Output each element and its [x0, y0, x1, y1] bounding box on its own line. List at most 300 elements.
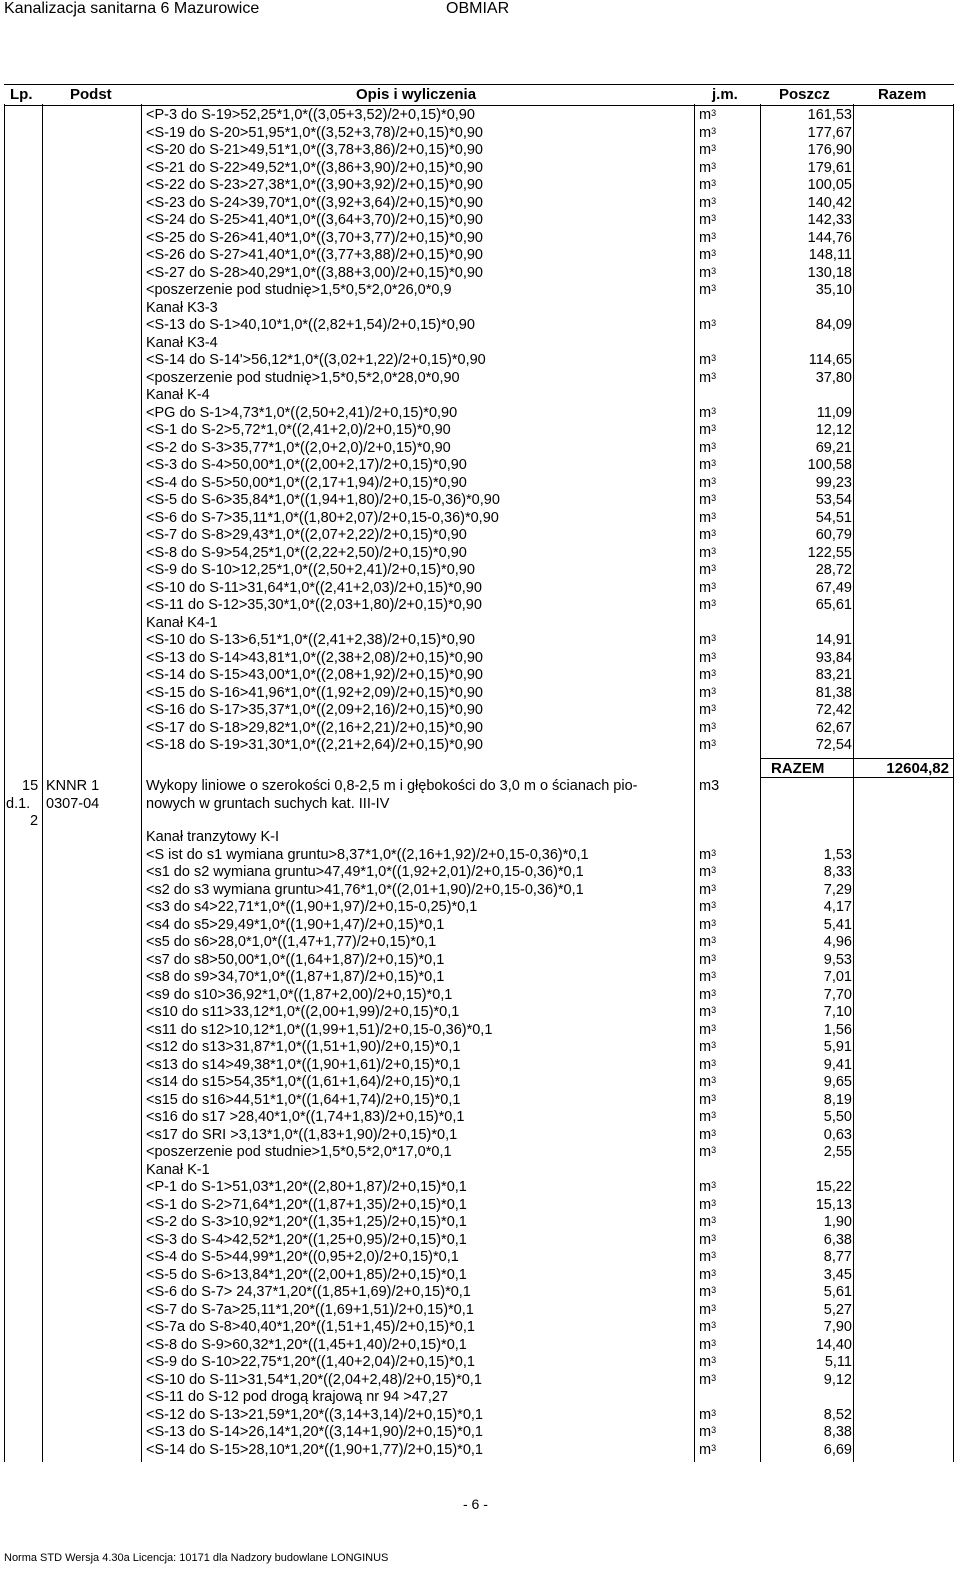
row-unit: $m^3$: [699, 1021, 717, 1038]
col-opis: Opis i wyliczenia: [356, 86, 477, 103]
row-description: <S-7 do S-7a>25,11*1,20*((1,69+1,51)/2+0,15)*0,1: [146, 1301, 474, 1318]
row-value: 11,09: [816, 404, 852, 421]
table-row: [0, 422, 960, 440]
table-row: [0, 987, 960, 1005]
table-row: [0, 1249, 960, 1267]
table-row: [0, 160, 960, 178]
row-description: <S-10 do S-11>31,64*1,0*((2,41+2,03)/2+0,15)*0,90: [146, 579, 482, 596]
row-value: 15,13: [815, 1196, 852, 1213]
position-number-index: 2: [30, 813, 39, 829]
table-row: [0, 720, 960, 738]
row-value: 100,58: [807, 457, 852, 473]
table-row: [0, 1354, 960, 1372]
table-row: [0, 917, 960, 935]
row-description: <S-23 do S-24>39,70*1,0*((3,92+3,64)/2+0,15)*0,90: [146, 194, 483, 211]
row-description: <S-25 do S-26>41,40*1,0*((3,70+3,77)/2+0,15)*0,90: [146, 229, 483, 246]
table-row: [0, 440, 960, 458]
row-unit: $m^3$: [699, 649, 717, 666]
row-value: 100,05: [807, 177, 852, 193]
row-description: <s17 do SRI >3,13*1,0*((1,83+1,90)/2+0,15)*0,1: [146, 1126, 458, 1143]
row-unit: $m^3$: [699, 159, 717, 176]
row-value: 5,50: [823, 1109, 852, 1125]
table-row: [0, 195, 960, 213]
row-value: 6,69: [823, 1441, 852, 1458]
table-row: [0, 1302, 960, 1320]
row-description: <s1 do s2 wymiana gruntu>47,49*1,0*((1,92+2,01)/2+0,15-0,36)*0,1: [146, 864, 584, 880]
table-row: [0, 1004, 960, 1022]
row-description: <S-15 do S-16>41,96*1,0*((1,92+2,09)/2+0,15)*0,90: [146, 684, 483, 701]
table-row: [0, 300, 960, 318]
row-value: 177,67: [807, 124, 852, 141]
table-row: [0, 702, 960, 720]
row-value: 69,21: [815, 439, 852, 456]
table-row: [0, 335, 960, 353]
row-unit: $m^3$: [699, 667, 717, 683]
row-description: <S-5 do S-6>35,84*1,0*((1,94+1,80)/2+0,15-0,36)*0,90: [146, 492, 500, 508]
table-row: [0, 969, 960, 987]
row-unit: $m^3$: [699, 404, 717, 421]
table-row: [0, 352, 960, 370]
row-unit: $m^3$: [699, 1214, 717, 1230]
table-row: [0, 475, 960, 493]
row-description: <S-12 do S-13>21,59*1,20*((3,14+3,14)/2+0,15)*0,1: [146, 1406, 483, 1423]
row-unit: $m^3$: [699, 737, 717, 753]
row-description: <S-8 do S-9>60,32*1,20*((1,45+1,40)/2+0,15)*0,1: [146, 1336, 467, 1353]
row-unit: $m^3$: [699, 969, 717, 985]
row-value: 122,55: [807, 544, 852, 561]
table-row: [0, 1039, 960, 1057]
table-row: [0, 1197, 960, 1215]
row-description: <S-19 do S-20>51,95*1,0*((3,52+3,78)/2+0,15)*0,90: [146, 124, 483, 141]
row-description: <poszerzenie pod studnię>1,5*0,5*2,0*28,0*0,90: [146, 369, 460, 386]
row-unit: $m^3$: [699, 562, 717, 578]
table-row: [0, 1442, 960, 1460]
row-value: 9,41: [823, 1056, 852, 1073]
row-unit: $m^3$: [699, 124, 717, 141]
row-unit: $m^3$: [699, 951, 717, 968]
table-row: [0, 545, 960, 563]
row-value: 53,54: [815, 492, 852, 508]
row-value: 67,49: [815, 579, 852, 596]
row-description: <S-2 do S-3>10,92*1,20*((1,35+1,25)/2+0,15)*0,1: [146, 1214, 467, 1230]
table-row: [0, 1179, 960, 1197]
row-unit: $m^3$: [699, 934, 717, 950]
row-description: <S-3 do S-4>50,00*1,0*((2,00+2,17)/2+0,15)*0,90: [146, 457, 467, 473]
row-value: 8,38: [823, 1424, 852, 1440]
table-row: [0, 882, 960, 900]
row-description: Kanał K-1: [146, 1161, 210, 1178]
row-value: 144,76: [807, 229, 852, 246]
row-value: 28,72: [815, 562, 852, 578]
table-row: [0, 1144, 960, 1162]
table-row: [0, 934, 960, 952]
row-description: <S-6 do S-7> 24,37*1,20*((1,85+1,69)/2+0,15)*0,1: [146, 1284, 471, 1300]
table-row: [0, 1389, 960, 1407]
column-header: [4, 84, 954, 106]
row-description: <S-13 do S-14>43,81*1,0*((2,38+2,08)/2+0,15)*0,90: [146, 649, 483, 666]
table-row: [0, 864, 960, 882]
table-row: [0, 387, 960, 405]
row-value: 7,29: [823, 881, 852, 898]
row-description: <s9 do s10>36,92*1,0*((1,87+2,00)/2+0,15)*0,1: [146, 986, 453, 1003]
row-unit: $m^3$: [699, 352, 717, 368]
row-unit: $m^3$: [699, 899, 717, 915]
row-description: <s8 do s9>34,70*1,0*((1,87+1,87)/2+0,15)*0,1: [146, 969, 445, 985]
row-description: <S-7 do S-8>29,43*1,0*((2,07+2,22)/2+0,15)*0,90: [146, 527, 467, 543]
table-row: [0, 562, 960, 580]
row-description: Kanał K4-1: [146, 614, 218, 631]
col-podst: Podst: [70, 86, 112, 103]
row-unit: $m^3$: [699, 1301, 717, 1318]
row-description: <S-18 do S-19>31,30*1,0*((2,21+2,64)/2+0,15)*0,90: [146, 737, 483, 753]
row-description: <S-8 do S-9>54,25*1,0*((2,22+2,50)/2+0,15)*0,90: [146, 544, 467, 561]
row-unit: $m^3$: [699, 457, 717, 473]
table-row: [0, 1319, 960, 1337]
row-description: <s15 do s16>44,51*1,0*((1,64+1,74)/2+0,15)*0,1: [146, 1091, 461, 1108]
page-number: - 6 -: [463, 1496, 488, 1512]
row-value: 8,52: [823, 1406, 852, 1423]
row-value: 62,67: [815, 719, 852, 736]
row-unit: $m^3$: [699, 916, 717, 933]
row-value: 8,33: [823, 864, 852, 880]
row-unit: $m^3$: [699, 229, 717, 246]
table-row: [0, 899, 960, 917]
row-description: <s11 do s12>10,12*1,0*((1,99+1,51)/2+0,15-0,36)*0,1: [146, 1021, 493, 1038]
row-unit: $m^3$: [699, 1109, 717, 1125]
row-unit: $m^3$: [699, 474, 717, 491]
row-value: 99,23: [815, 474, 852, 491]
row-description: <S-24 do S-25>41,40*1,0*((3,64+3,70)/2+0,15)*0,90: [146, 212, 483, 228]
row-unit: $m^3$: [699, 597, 717, 613]
row-unit: $m^3$: [699, 439, 717, 456]
table-row: [0, 1424, 960, 1442]
table-row: [0, 847, 960, 865]
row-description: <S-13 do S-14>26,14*1,20*((3,14+1,90)/2+0,15)*0,1: [146, 1424, 483, 1440]
table-row: [0, 457, 960, 475]
row-description: Kanał K-4: [146, 387, 210, 403]
position-unit: m3: [699, 778, 720, 794]
row-unit: $m^3$: [699, 1319, 717, 1335]
row-unit: $m^3$: [699, 632, 717, 648]
row-value: 37,80: [815, 369, 852, 386]
row-value: 114,65: [808, 352, 852, 368]
row-value: 81,38: [815, 684, 852, 701]
row-value: 2,55: [823, 1144, 852, 1160]
row-value: 3,45: [823, 1266, 852, 1283]
row-value: 7,10: [823, 1004, 852, 1020]
col-poszcz: Poszcz: [779, 86, 830, 103]
row-description: <s3 do s4>22,71*1,0*((1,90+1,97)/2+0,15-0,25)*0,1: [146, 899, 478, 915]
license-footer: Norma STD Wersja 4.30a Licencja: 10171 dla Nadzory budowlane LONGINUS: [4, 1552, 389, 1564]
row-unit: $m^3$: [699, 1336, 717, 1353]
row-description: <S-4 do S-5>44,99*1,20*((0,95+2,0)/2+0,15)*0,1: [146, 1249, 459, 1265]
row-unit: $m^3$: [699, 684, 717, 701]
col-razem: Razem: [878, 86, 927, 103]
row-value: 140,42: [807, 194, 852, 211]
row-unit: $m^3$: [699, 1091, 717, 1108]
col-lp: Lp.: [10, 86, 33, 103]
table-row: [0, 1372, 960, 1390]
row-unit: $m^3$: [699, 142, 717, 158]
row-unit: $m^3$: [699, 212, 717, 228]
row-description: <S-13 do S-1>40,10*1,0*((2,82+1,54)/2+0,15)*0,90: [146, 317, 475, 333]
row-unit: $m^3$: [699, 527, 717, 543]
row-unit: $m^3$: [699, 544, 717, 561]
table-row: [0, 1092, 960, 1110]
table-row: [0, 282, 960, 300]
table-row: [0, 667, 960, 685]
row-description: <S-5 do S-6>13,84*1,20*((2,00+1,85)/2+0,15)*0,1: [146, 1266, 467, 1283]
row-unit: $m^3$: [699, 1231, 717, 1248]
table-row: [0, 615, 960, 633]
table-row: [0, 230, 960, 248]
row-value: 1,90: [823, 1214, 852, 1230]
table-row: [0, 1232, 960, 1250]
row-description: <s13 do s14>49,38*1,0*((1,90+1,61)/2+0,15)*0,1: [146, 1056, 461, 1073]
row-description: <P-1 do S-1>51,03*1,20*((2,80+1,87)/2+0,15)*0,1: [146, 1179, 467, 1195]
row-value: 7,90: [823, 1319, 852, 1335]
table-row: [0, 212, 960, 230]
table-row: [0, 1127, 960, 1145]
table-row: [0, 142, 960, 160]
row-description: <S-2 do S-3>35,77*1,0*((2,0+2,0)/2+0,15)*0,90: [146, 439, 451, 456]
row-description: <S-16 do S-17>35,37*1,0*((2,09+2,16)/2+0,15)*0,90: [146, 702, 483, 718]
row-description: <S-27 do S-28>40,29*1,0*((3,88+3,00)/2+0,15)*0,90: [146, 264, 483, 281]
row-unit: $m^3$: [699, 1056, 717, 1073]
row-value: 6,38: [823, 1231, 852, 1248]
row-unit: $m^3$: [699, 282, 717, 298]
row-description: <S-7a do S-8>40,40*1,20*((1,51+1,45)/2+0,15)*0,1: [146, 1319, 475, 1335]
row-value: 5,61: [823, 1284, 852, 1300]
row-value: 14,91: [815, 632, 852, 648]
row-description: <S-22 do S-23>27,38*1,0*((3,90+3,92)/2+0,15)*0,90: [146, 177, 483, 193]
row-value: 4,96: [823, 934, 852, 950]
razem-value: 12604,82: [886, 760, 949, 777]
row-description: <S-1 do S-2>71,64*1,20*((1,87+1,35)/2+0,15)*0,1: [146, 1196, 467, 1213]
row-unit: $m^3$: [699, 702, 717, 718]
row-description: <s12 do s13>31,87*1,0*((1,51+1,90)/2+0,15)*0,1: [146, 1039, 461, 1055]
row-value: 8,19: [823, 1091, 852, 1108]
basis-code: 0307-04: [46, 795, 100, 812]
row-unit: $m^3$: [699, 881, 717, 898]
row-unit: $m^3$: [699, 177, 717, 193]
table-row: [0, 370, 960, 388]
row-description: <S-10 do S-11>31,54*1,20*((2,04+2,48)/2+0,15)*0,1: [146, 1371, 482, 1388]
row-description: <P-3 do S-19>52,25*1,0*((3,05+3,52)/2+0,15)*0,90: [146, 107, 475, 123]
row-value: 72,42: [815, 702, 852, 718]
row-unit: $m^3$: [699, 422, 717, 438]
row-description: Kanał K3-4: [146, 334, 218, 351]
table-row: [0, 1407, 960, 1425]
table-row: [0, 650, 960, 668]
table-row: [0, 632, 960, 650]
row-unit: $m^3$: [699, 1004, 717, 1020]
table-row: [0, 1267, 960, 1285]
row-value: 148,11: [808, 247, 852, 263]
row-value: 5,27: [823, 1301, 852, 1318]
row-value: 72,54: [815, 737, 852, 753]
row-value: 1,53: [823, 846, 852, 863]
row-unit: $m^3$: [699, 719, 717, 736]
row-description: <poszerzenie pod studnie>1,5*0,5*2,0*17,0*0,1: [146, 1144, 452, 1160]
row-description: <s10 do s11>33,12*1,0*((2,00+1,99)/2+0,15)*0,1: [146, 1004, 460, 1020]
row-unit: $m^3$: [699, 1354, 717, 1370]
table-row: [0, 317, 960, 335]
table-row: [0, 510, 960, 528]
row-description: <s5 do s6>28,0*1,0*((1,47+1,77)/2+0,15)*0,1: [146, 934, 437, 950]
row-description: Kanał tranzytowy K-I: [146, 829, 279, 845]
row-unit: $m^3$: [699, 1126, 717, 1143]
row-value: 9,12: [823, 1371, 852, 1388]
row-description: <s2 do s3 wymiana gruntu>41,76*1,0*((2,01+1,90)/2+0,15-0,36)*0,1: [146, 881, 584, 898]
row-value: 142,33: [807, 212, 852, 228]
document-header: [0, 0, 960, 20]
table-row: [0, 492, 960, 510]
table-row: [0, 685, 960, 703]
row-unit: $m^3$: [699, 1074, 717, 1090]
row-value: 35,10: [815, 282, 852, 298]
row-unit: $m^3$: [699, 579, 717, 596]
row-unit: $m^3$: [699, 1371, 717, 1388]
position-description: Wykopy liniowe o szerokości 0,8-2,5 m i głębokości do 3,0 m o ścianach pio-: [146, 778, 638, 794]
row-unit: $m^3$: [699, 1179, 717, 1195]
row-value: 93,84: [815, 649, 852, 666]
table-row: [0, 1022, 960, 1040]
row-description: <S-11 do S-12 pod drogą krajową nr 94 >47,27: [146, 1389, 449, 1405]
table-row: [0, 737, 960, 755]
row-value: 5,41: [823, 916, 852, 933]
row-unit: $m^3$: [699, 864, 717, 880]
row-description: <s14 do s15>54,35*1,0*((1,61+1,64)/2+0,15)*0,1: [146, 1074, 461, 1090]
row-value: 1,56: [823, 1021, 852, 1038]
row-description: <S-9 do S-10>12,25*1,0*((2,50+2,41)/2+0,15)*0,90: [146, 562, 475, 578]
row-description: <S-17 do S-18>29,82*1,0*((2,16+2,21)/2+0,15)*0,90: [146, 719, 483, 736]
row-value: 15,22: [815, 1179, 852, 1195]
row-unit: $m^3$: [699, 1284, 717, 1300]
row-value: 83,21: [815, 667, 852, 683]
table-row: [0, 1057, 960, 1075]
row-value: 9,53: [823, 951, 852, 968]
table-row: [0, 580, 960, 598]
row-value: 5,91: [823, 1039, 852, 1055]
table-row: [0, 597, 960, 615]
row-value: 5,11: [824, 1354, 852, 1370]
table-row: [0, 125, 960, 143]
table-row: [0, 1162, 960, 1180]
row-description: <S-9 do S-10>22,75*1,20*((1,40+2,04)/2+0,15)*0,1: [146, 1354, 475, 1370]
table-row: [0, 952, 960, 970]
row-description: <s4 do s5>29,49*1,0*((1,90+1,47)/2+0,15)*0,1: [146, 916, 445, 933]
position-description-cont: nowych w gruntach suchych kat. III-IV: [146, 795, 390, 812]
row-description: <PG do S-1>4,73*1,0*((2,50+2,41)/2+0,15)*0,90: [146, 404, 458, 421]
position-number: 15: [22, 778, 39, 794]
row-description: <S ist do s1 wymiana gruntu>8,37*1,0*((2,16+1,92)/2+0,15-0,36)*0,1: [146, 846, 589, 863]
row-value: 84,09: [815, 317, 852, 333]
row-description: <S-14 do S-15>43,00*1,0*((2,08+1,92)/2+0,15)*0,90: [146, 667, 483, 683]
row-description: <S-14 do S-15>28,10*1,20*((1,90+1,77)/2+0,15)*0,1: [146, 1441, 483, 1458]
row-value: 60,79: [815, 527, 852, 543]
row-description: <S-10 do S-13>6,51*1,0*((2,41+2,38)/2+0,15)*0,90: [146, 632, 475, 648]
row-unit: $m^3$: [699, 492, 717, 508]
razem-summary: [760, 758, 954, 778]
row-description: <S-26 do S-27>41,40*1,0*((3,77+3,88)/2+0,15)*0,90: [146, 247, 483, 263]
row-value: 54,51: [815, 509, 852, 526]
row-unit: $m^3$: [699, 1144, 717, 1160]
row-value: 12,12: [815, 422, 852, 438]
row-description: <S-4 do S-5>50,00*1,0*((2,17+1,94)/2+0,15)*0,90: [146, 474, 467, 491]
row-value: 7,70: [823, 986, 852, 1003]
row-unit: $m^3$: [699, 1266, 717, 1283]
row-unit: $m^3$: [699, 264, 717, 281]
row-value: 4,17: [823, 899, 852, 915]
project-title: Kanalizacja sanitarna 6 Mazurowice: [4, 0, 260, 17]
position-number-suffix: d.1.: [6, 795, 31, 812]
row-unit: $m^3$: [699, 1249, 717, 1265]
row-description: <S-1 do S-2>5,72*1,0*((2,41+2,0)/2+0,15)*0,90: [146, 422, 451, 438]
row-description: <S-21 do S-22>49,52*1,0*((3,86+3,90)/2+0,15)*0,90: [146, 159, 483, 176]
row-unit: $m^3$: [699, 1424, 717, 1440]
row-value: 176,90: [807, 142, 852, 158]
row-unit: $m^3$: [699, 1196, 717, 1213]
row-value: 130,18: [807, 264, 852, 281]
row-value: 179,61: [807, 159, 852, 176]
table-row: [0, 1214, 960, 1232]
row-description: <S-3 do S-4>42,52*1,20*((1,25+0,95)/2+0,15)*0,1: [146, 1231, 467, 1248]
col-jm: j.m.: [712, 86, 738, 103]
row-value: 161,53: [807, 107, 852, 123]
row-description: <s16 do s17 >28,40*1,0*((1,74+1,83)/2+0,15)*0,1: [146, 1109, 465, 1125]
table-row: [0, 405, 960, 423]
table-row: [0, 1337, 960, 1355]
row-unit: $m^3$: [699, 1039, 717, 1055]
row-description: <S-6 do S-7>35,11*1,0*((1,80+2,07)/2+0,15-0,36)*0,90: [146, 509, 499, 526]
row-description: <S-14 do S-14'>56,12*1,0*((3,02+1,22)/2+0,15)*0,90: [146, 352, 486, 368]
row-value: 14,40: [815, 1336, 852, 1353]
row-description: Kanał K3-3: [146, 299, 218, 316]
table-row: [0, 265, 960, 283]
row-description: <S-20 do S-21>49,51*1,0*((3,78+3,86)/2+0,15)*0,90: [146, 142, 483, 158]
row-unit: $m^3$: [699, 107, 717, 123]
row-description: <s7 do s8>50,00*1,0*((1,64+1,87)/2+0,15)*0,1: [146, 951, 445, 968]
row-description: <S-11 do S-12>35,30*1,0*((2,03+1,80)/2+0,15)*0,90: [146, 597, 482, 613]
table-row: [0, 247, 960, 265]
table-row: [0, 177, 960, 195]
row-unit: $m^3$: [699, 986, 717, 1003]
table-row: [0, 1284, 960, 1302]
row-unit: $m^3$: [699, 317, 717, 333]
row-unit: $m^3$: [699, 1406, 717, 1423]
table-row: [0, 107, 960, 125]
row-value: 0,63: [823, 1126, 852, 1143]
row-value: 8,77: [823, 1249, 852, 1265]
row-unit: $m^3$: [699, 194, 717, 211]
row-unit: $m^3$: [699, 369, 717, 386]
table-row: [0, 527, 960, 545]
row-value: 7,01: [823, 969, 852, 985]
section-title: OBMIAR: [446, 0, 510, 17]
razem-label: RAZEM: [771, 760, 825, 777]
basis-catalog: KNNR 1: [46, 778, 100, 794]
table-row: [0, 829, 960, 847]
row-value: 65,61: [815, 597, 852, 613]
row-description: <poszerzenie pod studnię>1,5*0,5*2,0*26,0*0,9: [146, 282, 452, 298]
row-unit: $m^3$: [699, 509, 717, 526]
row-unit: $m^3$: [699, 247, 717, 263]
row-unit: $m^3$: [699, 846, 717, 863]
table-row: [0, 1109, 960, 1127]
row-unit: $m^3$: [699, 1441, 717, 1458]
row-value: 9,65: [823, 1074, 852, 1090]
